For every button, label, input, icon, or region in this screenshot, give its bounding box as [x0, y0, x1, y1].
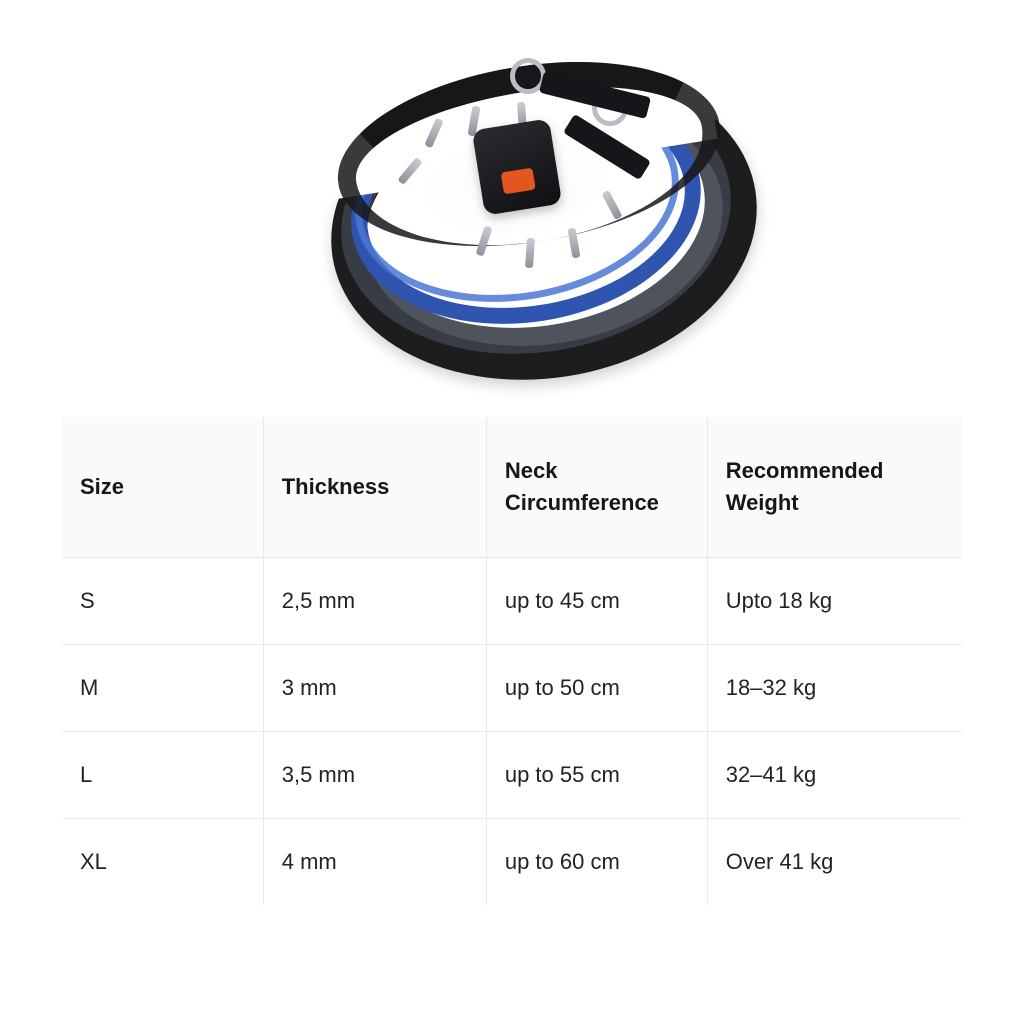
table-row [62, 732, 962, 819]
cell-weight: Over 41 kg [725, 849, 834, 874]
dog-collar-illustration [330, 40, 710, 340]
cell-neck: up to 60 cm [486, 819, 707, 906]
cell-thickness: 4 mm [263, 819, 486, 906]
table-row [62, 819, 962, 906]
cell-size: XL [62, 819, 263, 906]
table-body [62, 558, 962, 906]
column-header-size: Size [62, 417, 263, 558]
product-image [0, 0, 1024, 400]
cell-weight: 18–32 kg [707, 645, 962, 732]
cell-thickness: 3 mm [263, 645, 486, 732]
table-header-row [62, 417, 962, 558]
table-header [62, 417, 962, 558]
cell-size: L [62, 732, 263, 819]
table-row [62, 558, 962, 645]
column-header-recommended-weight: Recommended Weight [707, 417, 962, 558]
cell-weight: 32–41 kg [707, 732, 962, 819]
column-header-neck-circumference: Neck Circumference [486, 417, 707, 558]
cell-size: S [62, 558, 263, 645]
cell-thickness: 3,5 mm [263, 732, 486, 819]
cell-weight: Upto 18 kg [707, 558, 962, 645]
size-chart-table [62, 417, 962, 905]
column-header-thickness: Thickness [263, 417, 486, 558]
quick-release-buckle [472, 118, 562, 215]
cell-neck: up to 50 cm [486, 645, 707, 732]
cell-size: M [62, 645, 263, 732]
table-row [62, 645, 962, 732]
buckle-release-button-icon [501, 168, 536, 195]
cell-thickness: 2,5 mm [263, 558, 486, 645]
cell-neck: up to 45 cm [486, 558, 707, 645]
cell-neck: up to 55 cm [486, 732, 707, 819]
